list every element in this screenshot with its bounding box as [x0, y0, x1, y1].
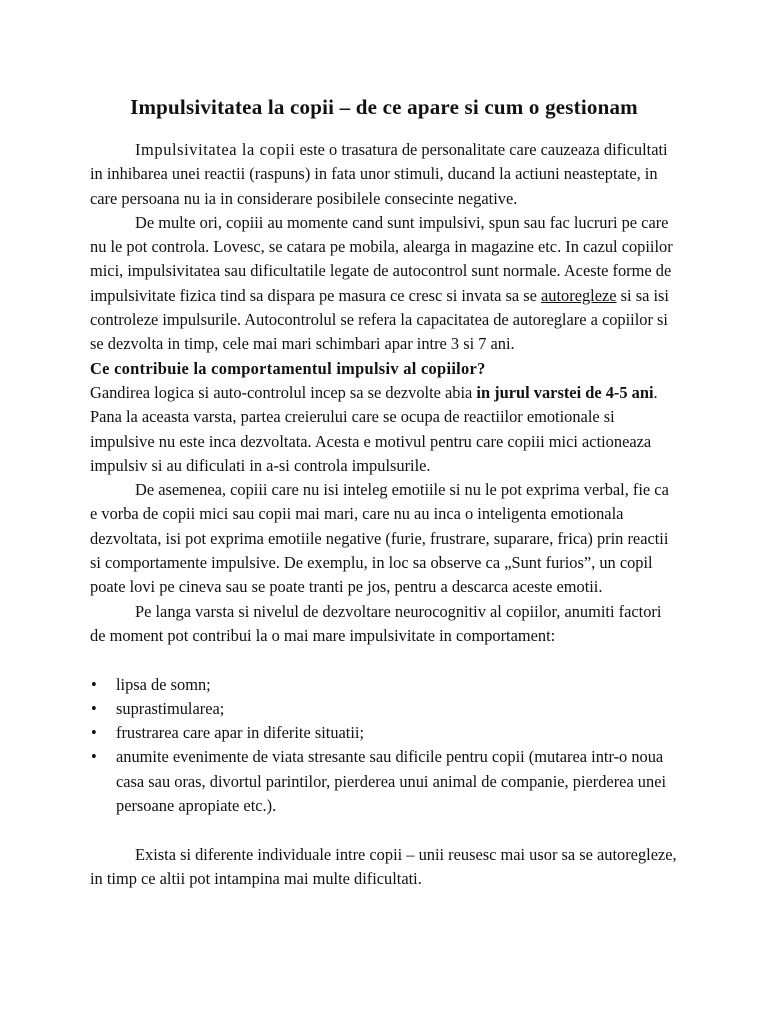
paragraph-emotions: De asemenea, copiii care nu isi inteleg emotiile si nu le pot exprima verbal, fie ca e vorba de copii mici sau copii mai mari, care nu au inca o inteligenta emotionala dezvoltata, isi pot exprima emotiile negative (furie, frustrare, suparare, frica) prin reactii si comportamente impulsive. De exemplu, in loc sa observe ca „Sunt furios”, un copil poate lovi pe cineva sau se poate tranti pe jos, pentru a descarca aceste emotii.	[90, 480, 669, 597]
list-item	[90, 673, 680, 697]
autoregleze-link[interactable]: autoregleze	[541, 285, 617, 305]
factors-list	[90, 673, 680, 819]
bullet-icon: •	[91, 698, 97, 718]
paragraph-individual-differences: Exista si diferente individuale intre copii – unii reusesc mai usor sa se autoregleze, in timp ce altii pot intampina mai multe dificultati.	[90, 844, 677, 888]
document-body	[90, 138, 680, 891]
list-item	[90, 721, 680, 745]
spacer	[90, 648, 680, 672]
list-item-text: lipsa de somn;	[116, 674, 211, 694]
bullet-icon: •	[91, 674, 97, 694]
bold-age-phrase: in jurul varstei de 4-5 ani	[476, 382, 654, 402]
list-item	[90, 745, 680, 818]
paragraph-text: . Pana la aceasta varsta, partea creierului care se ocupa de reactiilor emotionale si impulsive nu este inca dezvoltata. Acesta e motivul pentru care copiii mici actioneaza impulsiv si au dificulati in a-si controla impulsurile.	[90, 382, 658, 475]
paragraph-text: Gandirea logica si auto-controlul incep sa se dezvolte abia	[90, 382, 477, 402]
bullet-icon: •	[91, 723, 97, 743]
section-heading: Ce contribuie la comportamentul impulsiv al copiilor?	[90, 358, 486, 378]
spacer	[90, 818, 680, 842]
paragraph-definition	[90, 138, 680, 211]
paragraph-impulsive-moments	[90, 211, 680, 357]
list-item-text: anumite evenimente de viata stresante sau dificile pentru copii (mutarea intr-o noua casa sau oras, divortul parintilor, pierderea unui animal de companie, pierderea unei persoane apropiate etc.).	[116, 747, 667, 816]
list-item-text: suprastimularea;	[116, 698, 225, 718]
paragraph-text: De multe ori, copiii au momente cand sunt impulsivi, spun sau fac lucruri pe care nu le pot controla. Lovesc, se catara pe mobila, alearga in magazine etc. In cazul copiilor mici, impulsivitatea sau dificultatile legate de autocontrol sunt normale. Aceste forme de impulsivitate fizica tind sa dispara pe masura ce cresc si invata sa se	[90, 212, 673, 305]
paragraph-text: si sa isi controleze impulsurile. Autocontrolul se refera la capacitatea de autoreglare a copiilor si se dezvolta in timp, cele mai mari schimbari apar intre 3 si 7 ani.	[90, 285, 669, 354]
paragraph-logic-age	[90, 381, 680, 478]
paragraph-text: este o trasatura de personalitate care cauzeaza dificultati in inhibarea unei reactii (raspuns) in fata unor stimuli, ducand la actiuni neasteptate, in care persoana nu ia in considerare posibilele consecinte negative.	[90, 140, 668, 208]
bullet-icon: •	[91, 747, 97, 767]
document-title: Impulsivitatea la copii – de ce apare si cum o gestionam	[130, 95, 638, 119]
paragraph-factors: Pe langa varsta si nivelul de dezvoltare neurocognitiv al copiilor, anumiti factori de moment pot contribui la o mai mare impulsivitate in comportament:	[90, 601, 662, 645]
list-item-text: frustrarea care apar in diferite situatii;	[116, 723, 365, 743]
list-item	[90, 697, 680, 721]
paragraph-lead-term: Impulsivitatea la copii	[135, 140, 296, 159]
